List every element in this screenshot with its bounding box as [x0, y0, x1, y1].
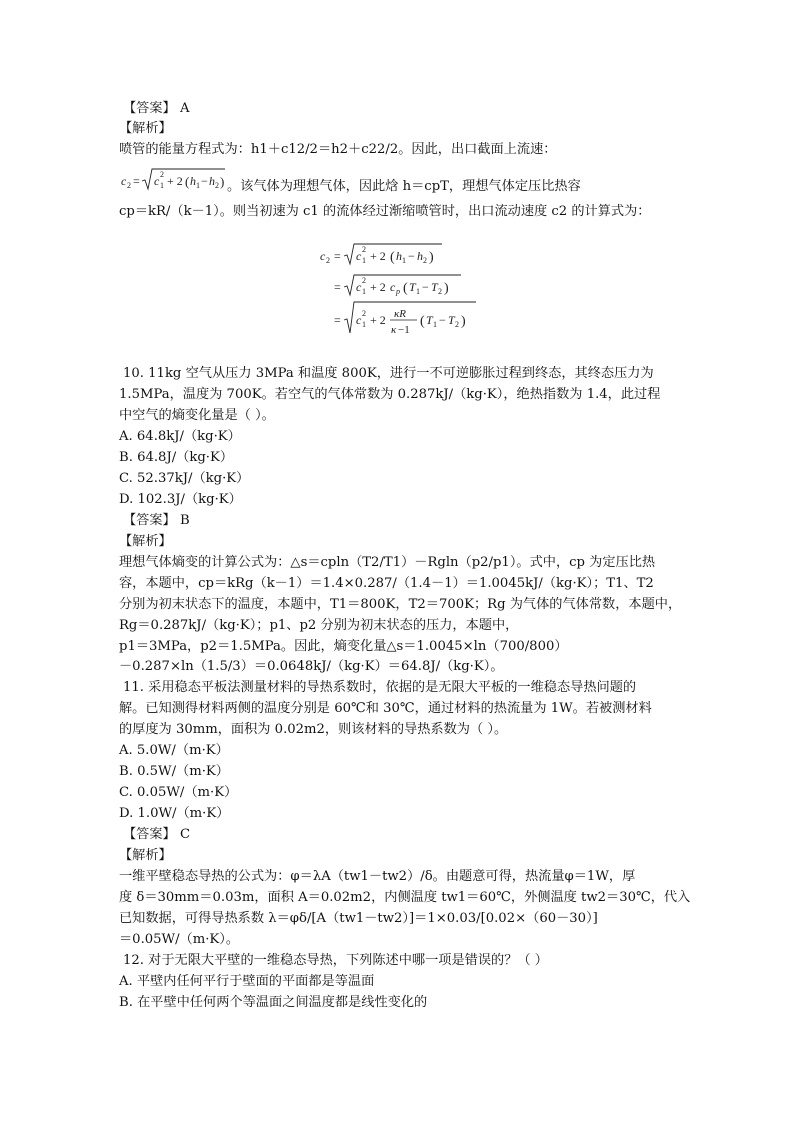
answer-line: 【答案】 A [123, 101, 190, 116]
option-b: B. 64.8J/（kg·K） [119, 450, 234, 465]
analysis-text: cp＝kR/（k－1）。则当初速为 c1 的流体经过渐缩喷管时，出口流动速度 c2 的计算式为： [119, 204, 651, 219]
question-10-text: 1.5MPa，温度为 700K。若空气的气体常数为 0.287kJ/（kg·K），绝热指数为 1.4，此过程 [119, 387, 661, 402]
svg-text:+ 2: + 2 [370, 249, 386, 263]
svg-text:h: h [417, 249, 423, 263]
svg-text:−: − [408, 249, 415, 263]
question-11-text: 的厚度为 30mm，面积为 0.02m2，则该材料的导热系数为（ ）。 [119, 722, 508, 737]
svg-text:(: ( [185, 174, 190, 189]
svg-text:(: ( [420, 314, 425, 329]
analysis-text: 容，本题中，cp＝kRg（k－1）＝1.4×0.287/（1.4－1）＝1.0045kJ/（kg·K）；T1、T2 [119, 576, 654, 591]
analysis-text: 分别为初末状态下的温度，本题中，T1＝800K，T2＝700K；Rg 为气体的气体常数，本题中， [119, 597, 682, 612]
svg-text:2: 2 [362, 309, 366, 318]
svg-text:1: 1 [362, 256, 366, 265]
question-10-text: 10. 11kg 空气从压力 3MPa 和温度 800K，进行一不可逆膨胀过程到终态，其终态压力为 [123, 366, 654, 381]
svg-text:1: 1 [160, 181, 164, 190]
svg-text:2: 2 [215, 181, 219, 190]
svg-text:−1: −1 [398, 324, 410, 336]
svg-text:T: T [448, 313, 455, 327]
svg-text:(: ( [390, 250, 395, 265]
svg-text:T: T [431, 280, 438, 294]
analysis-text: 理想气体熵变的计算公式为：△s＝cpln（T2/T1）－Rgln（p2/p1）。式中，cp 为定压比热 [119, 555, 656, 570]
svg-text:2: 2 [423, 256, 427, 265]
analysis-text: 。该气体为理想气体，因此焓 h＝cpT，理想气体定压比热容 [227, 179, 581, 194]
analysis-text: p1＝3MPa，p2＝1.5MPa。因此，熵变化量△s＝1.0045×ln（700/800） [119, 639, 568, 654]
svg-text:c: c [154, 174, 160, 188]
svg-text:−: − [201, 174, 208, 188]
svg-text:c: c [356, 280, 362, 294]
svg-text:c: c [356, 249, 362, 263]
option-a: A. 5.0W/（m·K） [119, 743, 229, 758]
svg-text:−: − [439, 313, 446, 327]
svg-text:c: c [320, 249, 326, 263]
svg-text:(: ( [403, 281, 408, 296]
question-11-text: 11. 采用稳态平板法测量材料的导热系数时，依据的是无限大平板的一维稳态导热问题的 [123, 680, 637, 695]
svg-text:): ) [461, 314, 466, 329]
analysis-text: ＝0.05W/（m·K）。 [119, 932, 240, 947]
analysis-text: 喷管的能量方程式为：h1＋c12/2＝h2＋c22/2。因此，出口截面上流速： [119, 142, 557, 157]
svg-text:=: = [334, 280, 341, 294]
svg-text:1: 1 [362, 320, 366, 329]
svg-text:=: = [334, 249, 341, 263]
svg-text:h: h [396, 249, 402, 263]
svg-text:1: 1 [433, 320, 437, 329]
analysis-text: 已知数据，可得导热系数 λ＝φδ/[A（tw1－tw2）]＝1×0.03/[0.02×（60－30）] [119, 911, 598, 926]
svg-text:2: 2 [362, 276, 366, 285]
svg-text:2: 2 [438, 287, 442, 296]
svg-text:2: 2 [326, 256, 330, 265]
svg-text:2: 2 [362, 245, 366, 254]
svg-text:+ 2: + 2 [370, 313, 386, 327]
analysis-text: －0.287×ln（1.5/3）＝0.0648kJ/（kg·K）＝64.8J/（kg·K）。 [119, 659, 504, 674]
option-b: B. 0.5W/（m·K） [119, 764, 229, 779]
question-12-text: 12. 对于无限大平壁的一维稳态导热，下列陈述中哪一项是错误的？（ ） [123, 953, 548, 968]
svg-text:1: 1 [362, 287, 366, 296]
svg-text:): ) [429, 250, 434, 265]
svg-text:T: T [426, 313, 433, 327]
svg-text:1: 1 [416, 287, 420, 296]
svg-text:h: h [209, 174, 215, 188]
option-d: D. 1.0W/（m·K） [119, 806, 230, 821]
option-a: A. 64.8kJ/（kg·K） [119, 429, 241, 444]
option-c: C. 0.05W/（m·K） [119, 785, 238, 800]
svg-text:−: − [422, 280, 429, 294]
svg-text:2: 2 [455, 320, 459, 329]
question-11-text: 解。已知测得材料两侧的温度分别是 60℃和 30℃，通过材料的热流量为 1W。若被测材料 [119, 701, 652, 716]
svg-text:2: 2 [127, 181, 131, 190]
svg-text:1: 1 [196, 181, 200, 190]
svg-text:=: = [334, 313, 341, 327]
question-10-text: 中空气的熵变化量是（ ）。 [119, 408, 275, 423]
svg-text:p: p [396, 287, 400, 296]
svg-text:h: h [190, 174, 196, 188]
option-d: D. 102.3J/（kg·K） [119, 492, 242, 507]
svg-text:κR: κR [394, 308, 406, 320]
analysis-text: 度 δ＝30mm＝0.03m，面积 A＝0.02m2，内侧温度 tw1＝60℃，外侧温度 tw2＝30℃，代入 [119, 890, 691, 905]
option-b: B. 在平壁中任何两个等温面之间温度都是线性变化的 [119, 995, 428, 1010]
answer-line: 【答案】 C [123, 827, 191, 842]
svg-text:): ) [220, 174, 225, 189]
svg-text:κ: κ [391, 324, 397, 336]
analysis-label: 【解析】 [119, 534, 172, 549]
svg-text:T: T [409, 280, 416, 294]
svg-text:): ) [444, 281, 449, 296]
svg-text:2: 2 [160, 170, 164, 179]
analysis-text: Rg＝0.287kJ/（kg·K）；p1、p2 分别为初末状态的压力，本题中， [119, 618, 519, 633]
svg-text:=: = [133, 174, 140, 188]
svg-text:+ 2: + 2 [167, 174, 183, 188]
option-c: C. 52.37kJ/（kg·K） [119, 471, 250, 486]
answer-line: 【答案】 B [123, 513, 190, 528]
nozzle-exit-velocity-equation [316, 238, 481, 338]
analysis-label: 【解析】 [119, 121, 172, 136]
svg-text:c: c [121, 174, 127, 188]
nozzle-velocity-formula-inline [119, 167, 227, 193]
analysis-label: 【解析】 [119, 848, 172, 863]
svg-text:c: c [390, 280, 396, 294]
svg-text:1: 1 [402, 256, 406, 265]
svg-text:c: c [356, 313, 362, 327]
svg-text:+ 2: + 2 [370, 280, 386, 294]
analysis-text: 一维平壁稳态导热的公式为：φ＝λA（tw1－tw2）/δ。由题意可得，热流量φ＝1W，厚 [119, 869, 636, 884]
option-a: A. 平壁内任何平行于壁面的平面都是等温面 [119, 974, 375, 989]
